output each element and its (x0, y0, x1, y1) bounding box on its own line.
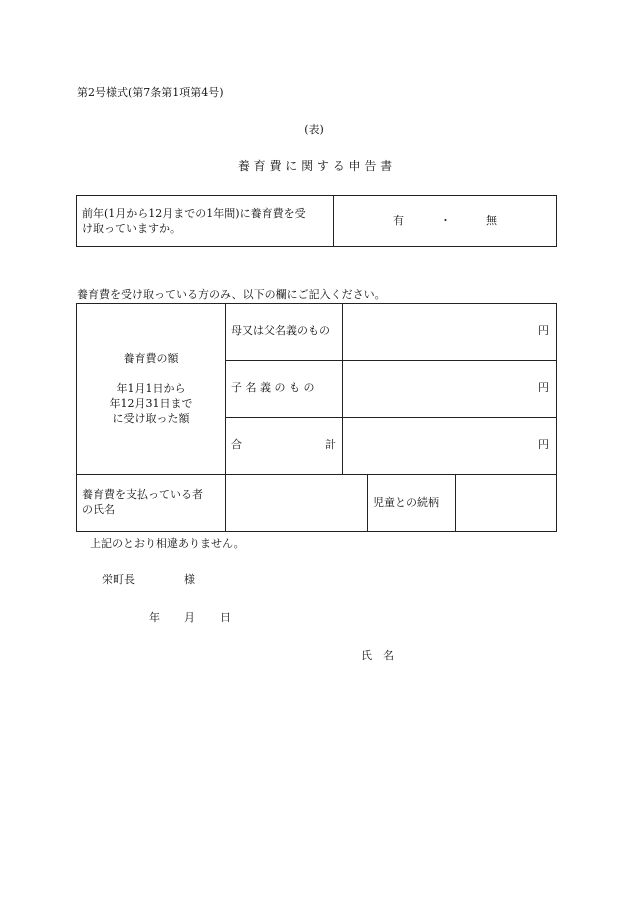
date-month: 月 (184, 611, 195, 624)
signature-label: 氏 名 (361, 649, 394, 662)
period-line1: 年1月1日から (116, 382, 186, 395)
page-title: 養 育 費 に 関 す る 申 告 書 (237, 159, 393, 173)
period-line2: 年12月31日まで (109, 397, 193, 410)
question-text-line2: け取っていますか。 (82, 222, 181, 235)
option-separator: ・ (440, 214, 451, 227)
payer-name-field[interactable] (226, 475, 367, 531)
date-year: 年 (149, 611, 160, 624)
payer-label-line2: の氏名 (82, 503, 115, 516)
question-text-line1: 前年(1月から12月までの1年間)に養育費を受 (82, 207, 306, 220)
date-day: 日 (220, 611, 231, 624)
row-label-child-name: 子 名 義 の も の (231, 381, 315, 394)
row-label-total-left: 合 (231, 438, 242, 451)
period-line3: に受け取った額 (112, 412, 190, 425)
relation-label: 児童との続柄 (373, 496, 439, 509)
row-label-total-right: 計 (325, 438, 336, 451)
amount-field-total[interactable] (343, 418, 556, 474)
amount-field-parent[interactable] (343, 304, 556, 360)
row-label-parent-name: 母又は父名義のもの (231, 324, 330, 337)
instruction-text: 養育費を受け取っている方のみ、以下の欄にご記入ください。 (77, 288, 386, 301)
addressee-name: 栄町長 (102, 573, 135, 586)
unit-yen-3: 円 (538, 438, 549, 451)
amount-field-child[interactable] (343, 361, 556, 417)
payer-label-line1: 養育費を支払っている者 (82, 488, 203, 501)
option-yes[interactable]: 有 (393, 214, 404, 227)
option-no[interactable]: 無 (486, 214, 497, 227)
declaration-text: 上記のとおり相違ありません。 (90, 537, 245, 550)
addressee-honorific: 様 (184, 573, 195, 586)
amount-heading: 養育費の額 (123, 352, 179, 365)
unit-yen-2: 円 (538, 381, 549, 394)
side-label: (表) (304, 123, 324, 136)
unit-yen-1: 円 (538, 324, 549, 337)
relation-field[interactable] (456, 475, 556, 531)
form-number: 第2号様式(第7条第1項第4号) (77, 86, 224, 99)
